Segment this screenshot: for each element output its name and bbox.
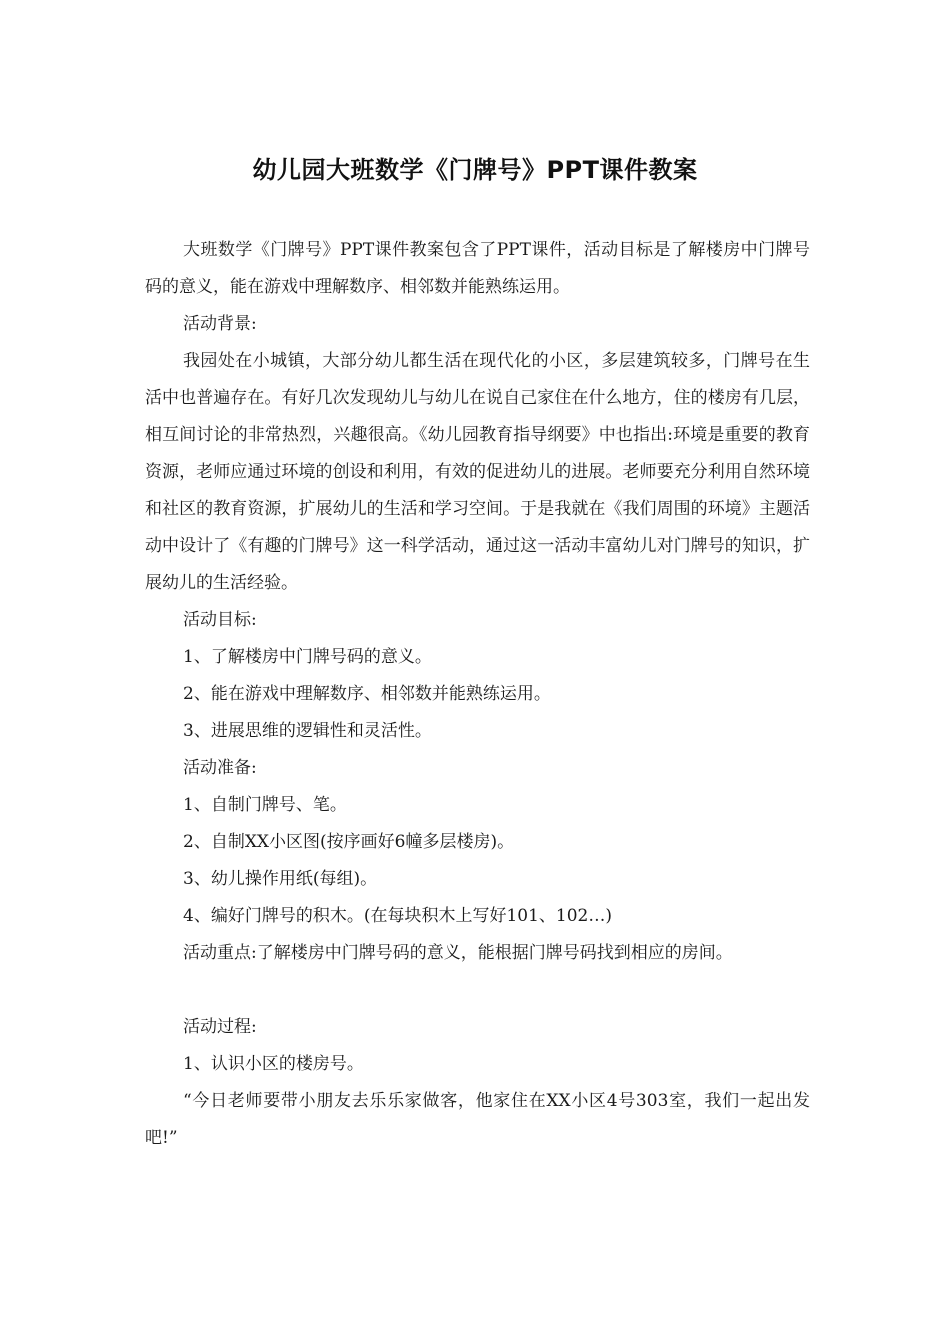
prep-item: 1、自制门牌号、笔。 bbox=[183, 795, 347, 815]
focus-paragraph: 活动重点:了解楼房中门牌号码的意义，能根据门牌号码找到相应的房间。 bbox=[183, 943, 733, 963]
goal-item: 3、进展思维的逻辑性和灵活性。 bbox=[183, 721, 432, 741]
goals-heading: 活动目标: bbox=[183, 610, 257, 630]
blank-line bbox=[145, 972, 810, 1009]
intro-paragraph: 大班数学《门牌号》PPT课件教案包含了PPT课件，活动目标是了解楼房中门牌号码的意义，能在游戏中理解数序、相邻数并能熟练运用。 bbox=[145, 240, 810, 297]
process-step: 1、认识小区的楼房号。 bbox=[183, 1054, 364, 1074]
document-title: 幼儿园大班数学《门牌号》PPT课件教案 bbox=[252, 156, 698, 184]
prep-item: 3、幼儿操作用纸(每组)。 bbox=[183, 869, 378, 889]
prep-item: 4、编好门牌号的积木。(在每块积木上写好101、102…) bbox=[183, 906, 612, 926]
process-quote: “今日老师要带小朋友去乐乐家做客，他家住在XX小区4号303室，我们一起出发吧!” bbox=[145, 1091, 810, 1148]
document-body bbox=[145, 232, 810, 1157]
process-heading: 活动过程: bbox=[183, 1017, 257, 1037]
background-paragraph: 我园处在小城镇，大部分幼儿都生活在现代化的小区，多层建筑较多，门牌号在生活中也普遍存在。有好几次发现幼儿与幼儿在说自己家住在什么地方，住的楼房有几层，相互间讨论的非常热烈，兴趣很高。《幼儿园教育指导纲要》中也指出:环境是重要的教育资源，老师应通过环境的创设和利用，有效的促进幼儿的进展。老师要充分利用自然环境和社区的教育资源，扩展幼儿的生活和学习空间。于是我就在《我们周围的环境》主题活动中设计了《有趣的门牌号》这一科学活动，通过这一活动丰富幼儿对门牌号的知识，扩展幼儿的生活经验。 bbox=[145, 351, 810, 593]
goal-item: 2、能在游戏中理解数序、相邻数并能熟练运用。 bbox=[183, 684, 551, 704]
prep-item: 2、自制XX小区图(按序画好6幢多层楼房)。 bbox=[183, 832, 515, 852]
background-heading: 活动背景: bbox=[183, 314, 257, 334]
prep-heading: 活动准备: bbox=[183, 758, 257, 778]
goal-item: 1、了解楼房中门牌号码的意义。 bbox=[183, 647, 432, 667]
